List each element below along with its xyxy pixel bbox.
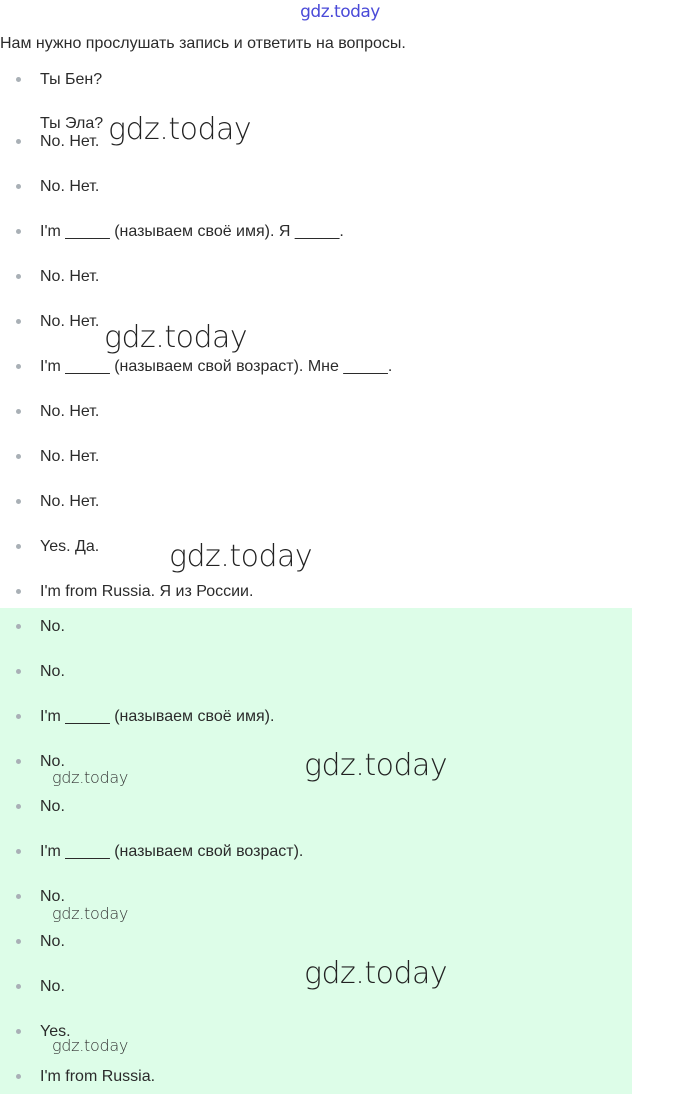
bullet — [16, 849, 21, 854]
watermark: gdz.today — [108, 112, 252, 147]
list-item: No. Нет. — [0, 401, 632, 423]
bullet — [16, 364, 21, 369]
bullet — [16, 274, 21, 279]
list-item: Ты Бен? — [0, 69, 632, 91]
clipped-question: Ты Эла? — [40, 115, 104, 132]
list-item: I'm from Russia. — [0, 1066, 632, 1088]
list-item: I'm _____ (называем своё имя). — [0, 706, 632, 728]
bullet — [16, 589, 21, 594]
list-item: No. Нет. — [0, 491, 632, 513]
bullet — [16, 499, 21, 504]
watermark: gdz.today — [304, 956, 448, 991]
list-item: No. Нет. — [0, 311, 632, 333]
bullet — [16, 409, 21, 414]
list-item: No. Нет. — [0, 131, 632, 153]
bullet — [16, 229, 21, 234]
list-item: No. — [0, 616, 632, 638]
list-item: No. — [0, 661, 632, 683]
bullet — [16, 1029, 21, 1034]
site-logo[interactable]: gdz.today — [300, 2, 380, 22]
list-item: No. — [0, 796, 632, 818]
watermark: gdz.today — [304, 748, 448, 783]
list-item: Yes. Да. — [0, 536, 632, 558]
watermark: gdz.today — [52, 1036, 129, 1055]
list-item: No. — [0, 886, 632, 908]
list-item: No. — [0, 751, 632, 773]
bullet — [16, 669, 21, 674]
bullet — [16, 984, 21, 989]
intro-text: Нам нужно прослушать запись и ответить на вопросы. — [0, 35, 406, 52]
list-item: No. Нет. — [0, 266, 632, 288]
list-item: No. — [0, 931, 632, 953]
watermark: gdz.today — [52, 768, 129, 787]
bullet — [16, 714, 21, 719]
watermark: gdz.today — [104, 320, 248, 355]
bullet — [16, 544, 21, 549]
bullet — [16, 804, 21, 809]
bullet — [16, 319, 21, 324]
list-item: No. Нет. — [0, 446, 632, 468]
list-item: No. — [0, 976, 632, 998]
bullet — [16, 894, 21, 899]
bullet — [16, 139, 21, 144]
bullet — [16, 624, 21, 629]
list-item: Yes. — [0, 1021, 632, 1043]
list-item: I'm _____ (называем свой возраст). Мне _____. — [0, 356, 632, 378]
bullet — [16, 77, 21, 82]
bullet — [16, 454, 21, 459]
bullet — [16, 184, 21, 189]
bullet — [16, 1074, 21, 1079]
bullet — [16, 759, 21, 764]
list-item: I'm _____ (называем своё имя). Я _____. — [0, 221, 632, 243]
watermark: gdz.today — [169, 539, 313, 574]
bullet — [16, 939, 21, 944]
watermark: gdz.today — [52, 904, 129, 923]
list-item: No. Нет. — [0, 176, 632, 198]
list-item: I'm from Russia. Я из России. — [0, 581, 632, 603]
list-item: I'm _____ (называем свой возраст). — [0, 841, 632, 863]
